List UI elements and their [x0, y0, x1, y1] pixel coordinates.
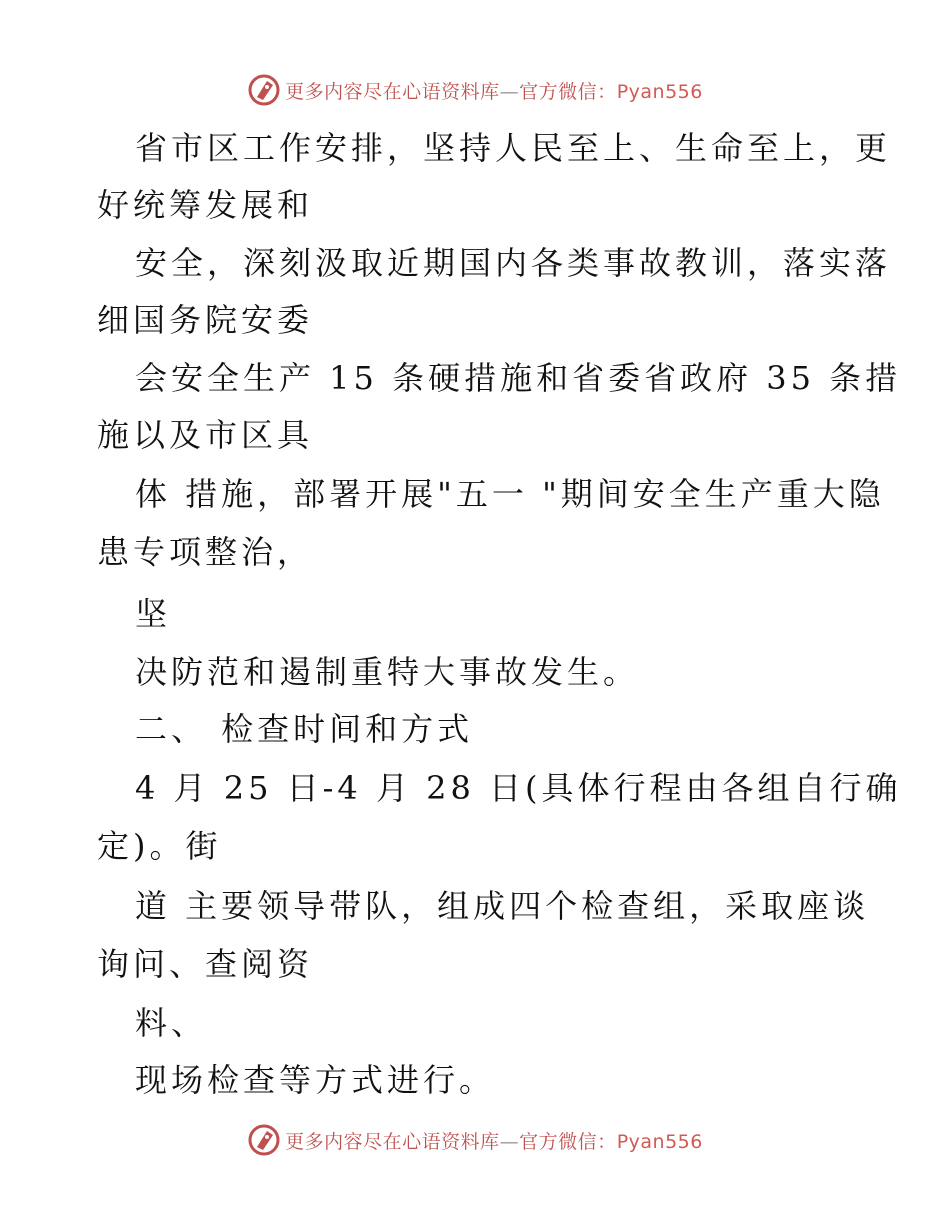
section-heading: 二、 检查时间和方式 [135, 710, 474, 748]
watermark-separator: — [499, 1130, 520, 1153]
text-line: 患专项整治， [97, 533, 314, 571]
watermark-account: Pyan556 [616, 80, 703, 103]
watermark-account: Pyan556 [616, 1130, 703, 1153]
pen-nib-logo-icon [247, 1123, 281, 1157]
text-line: 省市区工作安排，坚持人民至上、生命至上，更 [135, 129, 892, 167]
watermark-text: 更多内容尽在心语资料库 [285, 1130, 500, 1153]
text-line: 料、 [135, 1004, 208, 1042]
text-line: 细国务院安委 [97, 301, 314, 339]
text-line: 道 主要领导带队，组成四个检查组，采取座谈 [135, 887, 870, 925]
text-line: 施以及市区具 [97, 416, 314, 454]
text-line: 决防范和遏制重特大事故发生。 [135, 653, 640, 691]
text-line: 坚 [135, 595, 172, 633]
text-line: 体 措施，部署开展"五一 "期间安全生产重大隐 [135, 475, 885, 513]
text-line: 定)。街 [97, 827, 222, 865]
text-line: 现场检查等方式进行。 [135, 1061, 496, 1099]
text-line: 安全，深刻汲取近期国内各类事故教训，落实落 [135, 244, 892, 282]
text-line: 4 月 25 日-4 月 28 日(具体行程由各组自行确 [135, 769, 902, 807]
watermark-suffix: 官方微信： [519, 1130, 617, 1153]
text-line: 好统筹发展和 [97, 186, 314, 224]
text-line: 询问、查阅资 [97, 945, 314, 983]
watermark-suffix: 官方微信： [519, 80, 617, 103]
watermark-separator: — [499, 80, 520, 103]
text-line: 会安全生产 15 条硬措施和省委省政府 35 条措 [135, 359, 902, 397]
footer-watermark [0, 1120, 950, 1160]
watermark-text: 更多内容尽在心语资料库 [285, 80, 500, 103]
